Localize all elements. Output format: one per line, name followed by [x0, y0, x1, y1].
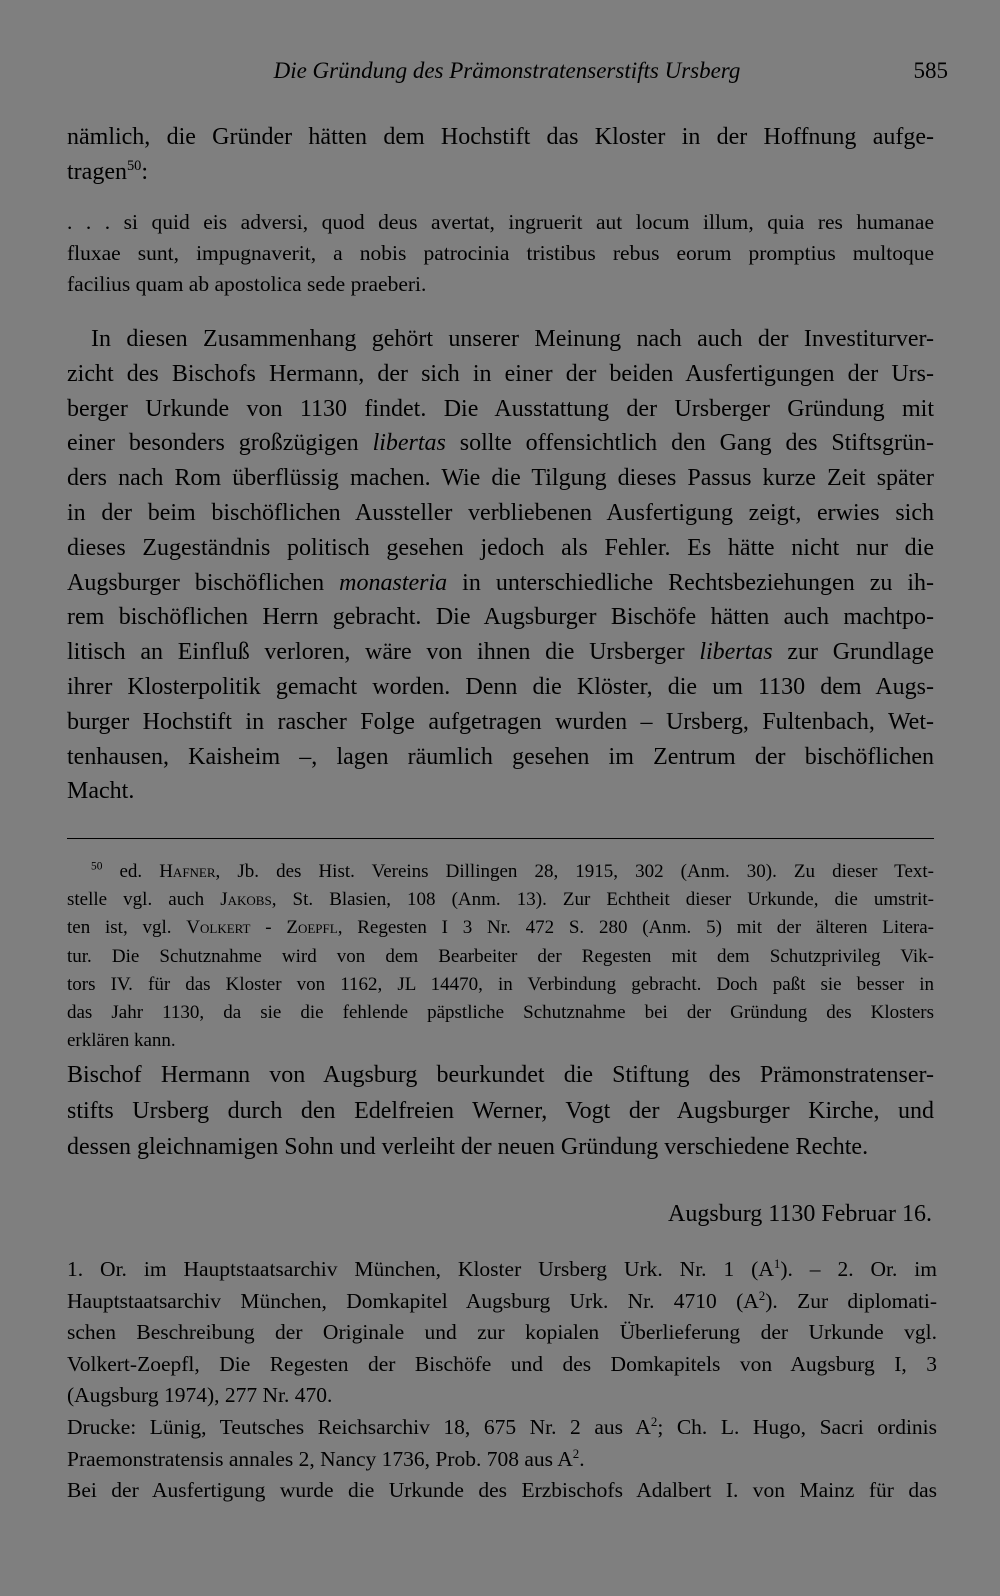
- text-line: rem bischöflichen Herrn gebracht. Die Augsburger Bischöfe hätten auch machtpo-: [67, 604, 934, 631]
- text-fragment: sollte offensichtlich den Gang des Stiftsgrün-: [445, 430, 935, 457]
- quote-line: . . . si quid eis adversi, quod deus avertat, ingruerit aut locum illum, quia res humanae: [67, 210, 934, 234]
- superscript: 2: [650, 1414, 658, 1429]
- text-fragment: ed.: [102, 861, 160, 882]
- intro-text: [67, 120, 934, 190]
- footnote-line: [67, 886, 934, 914]
- text-line: ihrer Klosterpolitik gemacht worden. Denn die Klöster, die um 1130 dem Augs-: [67, 673, 934, 700]
- text-fragment: in unterschiedliche Rechtsbeziehungen zu ih-: [447, 569, 935, 596]
- text-fragment: , Jb. des Hist. Vereins Dillingen 28, 1915, 302 (Anm. 30). Zu dieser Text-: [215, 861, 934, 882]
- source-line: [67, 1444, 937, 1476]
- document-summary: [67, 1057, 934, 1165]
- page-number: 585: [913, 58, 948, 83]
- text-line: ders nach Rom überflüssig machen. Wie die Tilgung dieses Passus kurze Zeit später: [67, 465, 934, 492]
- summary-line: dessen gleichnamigen Sohn und verleiht der neuen Gründung verschiedene Rechte.: [67, 1134, 869, 1160]
- text-fragment: ). Zur diplomati-: [765, 1288, 937, 1313]
- text-fragment: , Regesten I 3 Nr. 472 S. 280 (Anm. 5) mit der älteren Litera-: [337, 917, 934, 939]
- source-line: schen Beschreibung der Originale und zur kopialen Überlieferung der Urkunde vgl.: [67, 1320, 937, 1345]
- text-fragment: einer besonders großzügigen: [67, 430, 373, 457]
- superscript: 1: [773, 1256, 781, 1271]
- source-line: (Augsburg 1974), 277 Nr. 470.: [67, 1383, 333, 1408]
- italic-term: libertas: [699, 639, 773, 666]
- footnote-line: [67, 914, 934, 942]
- text-line: dieses Zugeständnis politisch gesehen jedoch als Fehler. Es hätte nicht nur die: [67, 534, 934, 561]
- text-fragment: Augsburger bischöflichen: [67, 569, 340, 596]
- source-line: [67, 1412, 937, 1444]
- author-name: Volkert - Zoepfl: [186, 917, 338, 939]
- superscript: 2: [572, 1446, 580, 1461]
- text-line: Macht.: [67, 778, 135, 805]
- text-line: [67, 426, 934, 461]
- source-line: Bei der Ausfertigung wurde die Urkunde des Erzbischofs Adalbert I. von Mainz für das: [67, 1478, 937, 1503]
- quote-line: fluxae sunt, impugnaverit, a nobis patrocinia tristibus rebus eorum promptius multoque: [67, 241, 934, 265]
- text-fragment: :: [141, 158, 149, 185]
- text-line: berger Urkunde von 1130 findet. Die Ausstattung der Ursberger Gründung mit: [67, 395, 934, 422]
- text-fragment: Praemonstratensis annales 2, Nancy 1736, Prob. 708 aus A: [67, 1446, 573, 1471]
- text-line: tenhausen, Kaisheim –, lagen räumlich gesehen im Zentrum der bischöflichen: [67, 743, 934, 770]
- latin-quote: [67, 207, 934, 300]
- text-line: [67, 566, 934, 601]
- footnote-divider: [67, 838, 934, 839]
- text-fragment: ). – 2. Or. im: [780, 1257, 937, 1281]
- source-line: [67, 1286, 937, 1318]
- footnote-number: 50: [91, 860, 103, 873]
- footnote-line: tur. Die Schutznahme wird von dem Bearbeiter der Regesten mit dem Schutzprivileg Vik-: [67, 945, 934, 967]
- author-name: Hafner: [159, 861, 216, 882]
- summary-line: Bischof Hermann von Augsburg beurkundet die Stiftung des Prämonstratenser-: [67, 1062, 934, 1088]
- text-fragment: ten ist, vgl.: [67, 917, 187, 939]
- italic-term: libertas: [372, 430, 446, 457]
- text-fragment: zur Grundlage: [772, 639, 934, 666]
- text-line: nämlich, die Gründer hätten dem Hochstift das Kloster in der Hoffnung aufge-: [67, 124, 934, 150]
- footnote: [67, 858, 934, 1055]
- footnote-line: das Jahr 1130, da sie die fehlende päpstliche Schutznahme bei der Gründung des Klosters: [67, 1002, 934, 1024]
- footnote-line: erklären kann.: [67, 1030, 176, 1052]
- footnote-line: tors IV. für das Kloster von 1162, JL 14470, in Verbindung gebracht. Doch paßt sie besser in: [67, 973, 934, 995]
- text-fragment: Drucke: Lünig, Teutsches Reichsarchiv 18, 675 Nr. 2 aus A: [67, 1414, 651, 1439]
- text-fragment: ; Ch. L. Hugo, Sacri ordinis: [657, 1414, 938, 1439]
- summary-line: stifts Ursberg durch den Edelfreien Werner, Vogt der Augsburger Kirche, und: [67, 1098, 934, 1124]
- text-line: burger Hochstift in rascher Folge aufgetragen wurden – Ursberg, Fultenbach, Wet-: [67, 708, 934, 735]
- superscript: 2: [758, 1288, 766, 1303]
- text-fragment: litisch an Einfluß verloren, wäre von ihnen die Ursberger: [67, 639, 700, 666]
- document-date: Augsburg 1130 Februar 16.: [668, 1201, 932, 1227]
- quote-line: facilius quam ab apostolica sede praeberi.: [67, 272, 427, 296]
- text-fragment: .: [579, 1446, 585, 1471]
- text-line: In diesen Zusammenhang gehört unserer Meinung nach auch der Investiturver-: [91, 326, 934, 352]
- text-fragment: stelle vgl. auch: [67, 889, 221, 911]
- text-line: [67, 635, 934, 670]
- text-line: zicht des Bischofs Hermann, der sich in einer der beiden Ausfertigungen der Urs-: [67, 360, 934, 387]
- source-line: Volkert-Zoepfl, Die Regesten der Bischöfe und des Domkapitels von Augsburg I, 3: [67, 1351, 937, 1376]
- text-fragment: 1. Or. im Hauptstaatsarchiv München, Kloster Ursberg Urk. Nr. 1 (A: [67, 1257, 774, 1281]
- source-notes: [67, 1254, 937, 1507]
- text-fragment: Hauptstaatsarchiv München, Domkapitel Augsburg Urk. Nr. 4710 (A: [67, 1288, 759, 1313]
- italic-term: monasteria: [339, 569, 448, 596]
- text-fragment: , St. Blasien, 108 (Anm. 13). Zur Echtheit dieser Urkunde, die umstrit-: [271, 889, 934, 911]
- running-title: Die Gründung des Prämonstratenserstifts Ursberg: [273, 58, 741, 83]
- main-paragraph: [67, 322, 934, 809]
- footnote-ref: 50: [126, 157, 142, 174]
- text-line: in der beim bischöflichen Aussteller verbliebenen Ausfertigung zeigt, erwies sich: [67, 499, 934, 526]
- text-fragment: tragen: [67, 158, 127, 185]
- text-line: [67, 155, 934, 190]
- source-line: [67, 1254, 937, 1286]
- footnote-line: [67, 858, 934, 886]
- running-header: [66, 58, 948, 92]
- author-name: Jakobs: [220, 889, 272, 911]
